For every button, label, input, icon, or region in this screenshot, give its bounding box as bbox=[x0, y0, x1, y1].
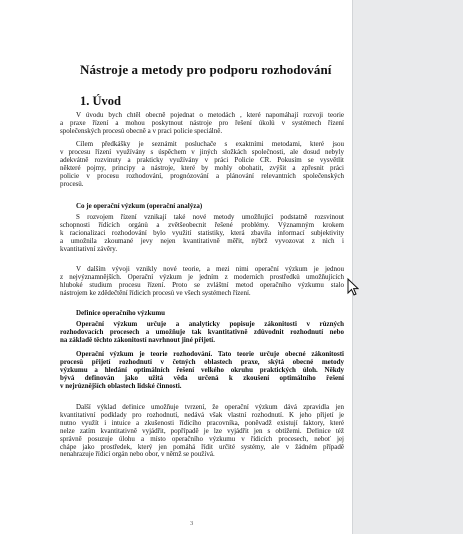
text-line: v procesu řízení využívány s úspěchem v jiných složkách společnosti, ale dosud nebyly bbox=[60, 148, 344, 156]
text-line: a praxe řízení a mohou poskytnout nástroje pro řešení úkolů v systémech řízení bbox=[60, 119, 344, 127]
intro-paragraph-2 bbox=[60, 141, 344, 188]
text-line: výzkumu a hledání optimálních řešení velkého okruhu praktických úloh. Někdy bbox=[60, 366, 344, 374]
section-heading: 1. Úvod bbox=[80, 94, 121, 108]
text-line: nenahrazuje řídicí orgán nebo obor, v němž se používá. bbox=[60, 451, 215, 459]
final-paragraph bbox=[60, 404, 344, 459]
text-line: a umožnila zkoumané jevy nejen kvantitativně měřit, nýbrž vyvozovat z nich i bbox=[60, 237, 344, 245]
text-line: Cílem předkášky je seznámit posluchače s exaktními metodami, které jsou bbox=[76, 141, 344, 148]
text-line: Operační výzkum je teorie rozhodování. Tato teorie určuje obecné zákonitosti bbox=[76, 351, 344, 358]
body-paragraph-4 bbox=[60, 266, 344, 298]
workspace-background bbox=[352, 0, 463, 534]
text-line: policie v procesu rozhodování, prognózování a plánování relevantních společenských bbox=[60, 172, 344, 180]
text-line: v nejrůznějších oblastech lidské činnosti. bbox=[60, 382, 182, 390]
text-line: Operační výzkum určuje a analyticky popisuje zákonitosti v různých bbox=[76, 321, 344, 328]
text-line: hluboké studium procesu řízení. Proto se zvláštní metod operačního výzkumu stalo bbox=[60, 281, 344, 289]
text-line: Další výklad definice umožňuje tvrzení, že operační výzkum dává zpravidla jen bbox=[76, 404, 344, 411]
text-line: chápe jako prostředek, který jen pomáhá řídit určité systémy, ale v žádném případě bbox=[60, 443, 344, 451]
text-line: procesů přijetí rozhodnutí v četných oblastech praxe, skýtá obecné metody bbox=[60, 358, 344, 366]
page-number: 3 bbox=[190, 520, 194, 527]
text-line: schopnosti řídících orgánů a zvětšeobecnit řešené problémy. Významným krokem bbox=[60, 221, 344, 229]
definition-paragraph-1 bbox=[60, 321, 344, 345]
text-line: S rozvojem řízení vznikají také nové metody umožňující podstatně rozsvinout bbox=[76, 214, 344, 221]
text-line: nelze zatím kvantitativně vyjádřit, popřípadě je lze vyjádřit jen s obtížemi. Definice též bbox=[60, 427, 344, 435]
text-line: V úvodu bych chtěl obecně pojednat o metodách , které napomáhají rozvoji teorie bbox=[76, 112, 344, 119]
text-line: z nejvýznamnějších. Operační výzkum je jedním z moderních prostředků umožňujících bbox=[60, 273, 344, 281]
text-line: procesů. bbox=[60, 180, 84, 188]
body-paragraph-3 bbox=[60, 214, 344, 254]
mouse-pointer-icon bbox=[347, 278, 359, 296]
text-line: k racionalizaci rozhodování bylo využití statistiky, která zbavila informací subjektivity bbox=[60, 229, 344, 237]
text-line: kvantitativní podklady pro rozhodnutí, nedává však vlastní rozhodnutí. K jeho přijetí je bbox=[60, 411, 344, 419]
intro-paragraph-1 bbox=[60, 112, 344, 136]
subheading-definition: Definice operačního výzkumu bbox=[76, 309, 166, 317]
text-line: společenských procesů obecně a v praci policie speciálně. bbox=[60, 127, 223, 135]
subheading-operational-research: Co je operační výzkum (operační analýza) bbox=[76, 202, 203, 210]
document-title: Nástroje a metody pro podporu rozhodování bbox=[80, 62, 332, 77]
text-line: V dalším vývoji vznikly nové teorie, a mezi nimi operační výzkum je jednou bbox=[76, 266, 344, 273]
text-line: na základě těchto zákonitostí navrhnout jiné přijetí. bbox=[60, 336, 215, 344]
text-line: adekvátně rozvinuty a prakticky využívány v práci Policie ČR. Pokusím se vysvětlit bbox=[60, 156, 344, 164]
text-line: rozhodovacích procesech a umožňuje tak kvantitativně zdůvodnit rozhodnutí nebo bbox=[60, 328, 344, 336]
text-line: nutno využít i intuice a zkušenosti řídícího pracovníka, poněvadž existují faktory, které bbox=[60, 419, 344, 427]
text-line: bývá definován jako užitá věda určená k zkoušení optimálního řešení bbox=[60, 374, 344, 382]
text-line: správně posuzuje úlohu a místo operačního výzkumu v řídicích procesech, neboť jej bbox=[60, 435, 344, 443]
text-line: nástrojem ke zdědečtění řídicích procesů ve všech systémech řízení. bbox=[60, 289, 251, 297]
text-line: některé pojmy, principy a nástroje, které by mohly obohatit, zvýšit a zpřesnit práci bbox=[60, 164, 344, 172]
text-line: kvantitativní závěry. bbox=[60, 245, 118, 253]
definition-paragraph-2 bbox=[60, 351, 344, 391]
